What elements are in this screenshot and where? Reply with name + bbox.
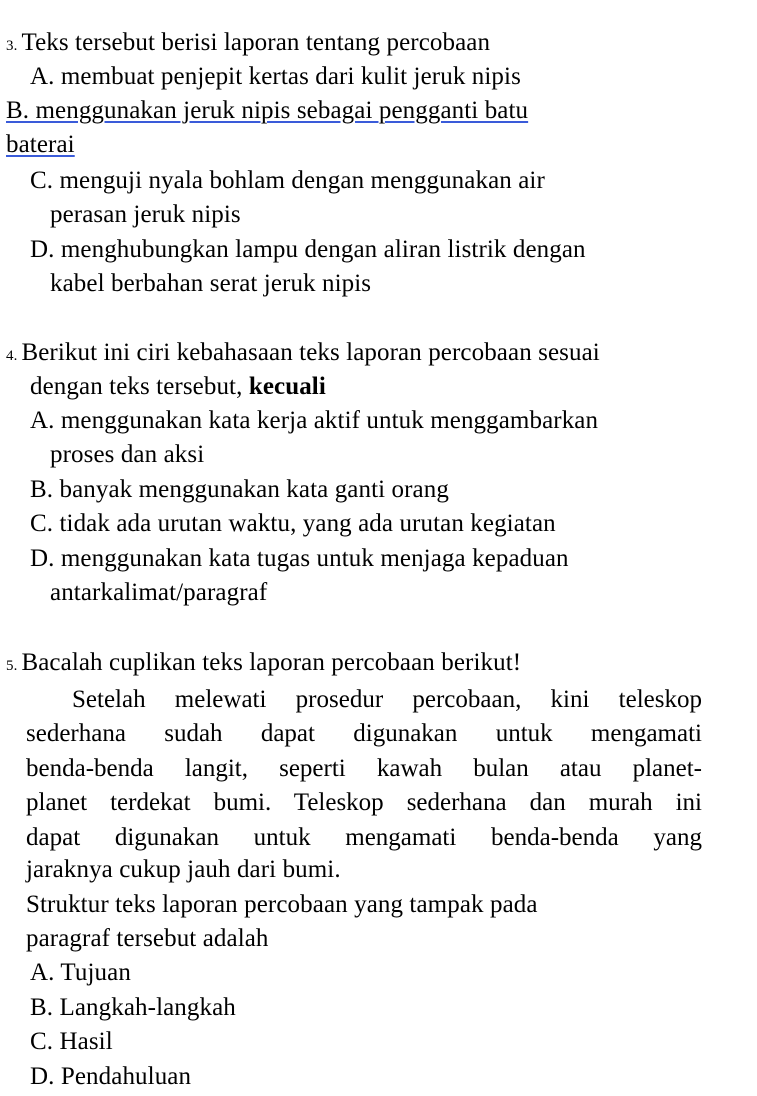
q4-option-d-line2[interactable]: antarkalimat/paragraf — [50, 579, 268, 606]
question-4-stem-line2: dengan teks tersebut, kecuali — [30, 373, 326, 400]
passage-line-4: planet terdekat bumi. Teleskop sederhana dan murah ini — [26, 789, 702, 816]
q4-option-b[interactable]: B. banyak menggunakan kata ganti orang — [30, 476, 449, 503]
q3-option-d-line1[interactable]: D. menghubungkan lampu dengan aliran listrik dengan — [30, 236, 586, 263]
q3-option-c-line1[interactable]: C. menguji nyala bohlam dengan menggunakan air — [30, 167, 545, 194]
passage-line-2: sederhana sudah dapat digunakan untuk mengamati — [26, 720, 702, 747]
q4-option-a-line1[interactable]: A. menggunakan kata kerja aktif untuk menggambarkan — [30, 407, 599, 434]
q5-option-a[interactable]: A. Tujuan — [30, 959, 131, 986]
question-5-prompt-line2: paragraf tersebut adalah — [26, 925, 269, 952]
emphasis-kecuali: kecuali — [248, 373, 326, 400]
question-5-prompt-line1: Struktur teks laporan percobaan yang tampak pada — [26, 891, 538, 918]
question-5-number: 5. — [6, 658, 18, 674]
q3-option-b-line1[interactable]: B. menggunakan jeruk nipis sebagai pengganti batu — [6, 97, 529, 124]
q5-option-c[interactable]: C. Hasil — [30, 1028, 113, 1055]
question-3-stem: 3. Teks tersebut berisi laporan tentang percobaan — [6, 29, 491, 56]
question-3-number: 3. — [6, 38, 18, 54]
passage-line-5: dapat digunakan untuk mengamati benda-benda yang — [26, 824, 702, 851]
q5-option-b[interactable]: B. Langkah-langkah — [30, 994, 236, 1021]
question-4-stem-line1: 4. Berikut ini ciri kebahasaan teks laporan percobaan sesuai — [6, 339, 600, 366]
question-5-stem: 5. Bacalah cuplikan teks laporan percobaan berikut! — [6, 649, 522, 676]
q3-option-d-line2[interactable]: kabel berbahan serat jeruk nipis — [50, 270, 372, 297]
q3-option-a[interactable]: A. membuat penjepit kertas dari kulit jeruk nipis — [30, 63, 521, 90]
passage-line-6: jaraknya cukup jauh dari bumi. — [26, 856, 341, 883]
q4-option-c[interactable]: C. tidak ada urutan waktu, yang ada urutan kegiatan — [30, 510, 556, 537]
q3-option-c-line2[interactable]: perasan jeruk nipis — [50, 201, 241, 228]
passage-line-3: benda-benda langit, seperti kawah bulan atau planet- — [26, 755, 702, 782]
question-4-number: 4. — [6, 348, 18, 364]
q4-option-d-line1[interactable]: D. menggunakan kata tugas untuk menjaga kepaduan — [30, 545, 569, 572]
q4-option-a-line2[interactable]: proses dan aksi — [50, 441, 205, 468]
q5-option-d[interactable]: D. Pendahuluan — [30, 1063, 192, 1090]
passage-line-1: Setelah melewati prosedur percobaan, kini teleskop — [72, 686, 702, 713]
q3-option-b-line2[interactable]: baterai — [6, 131, 75, 158]
